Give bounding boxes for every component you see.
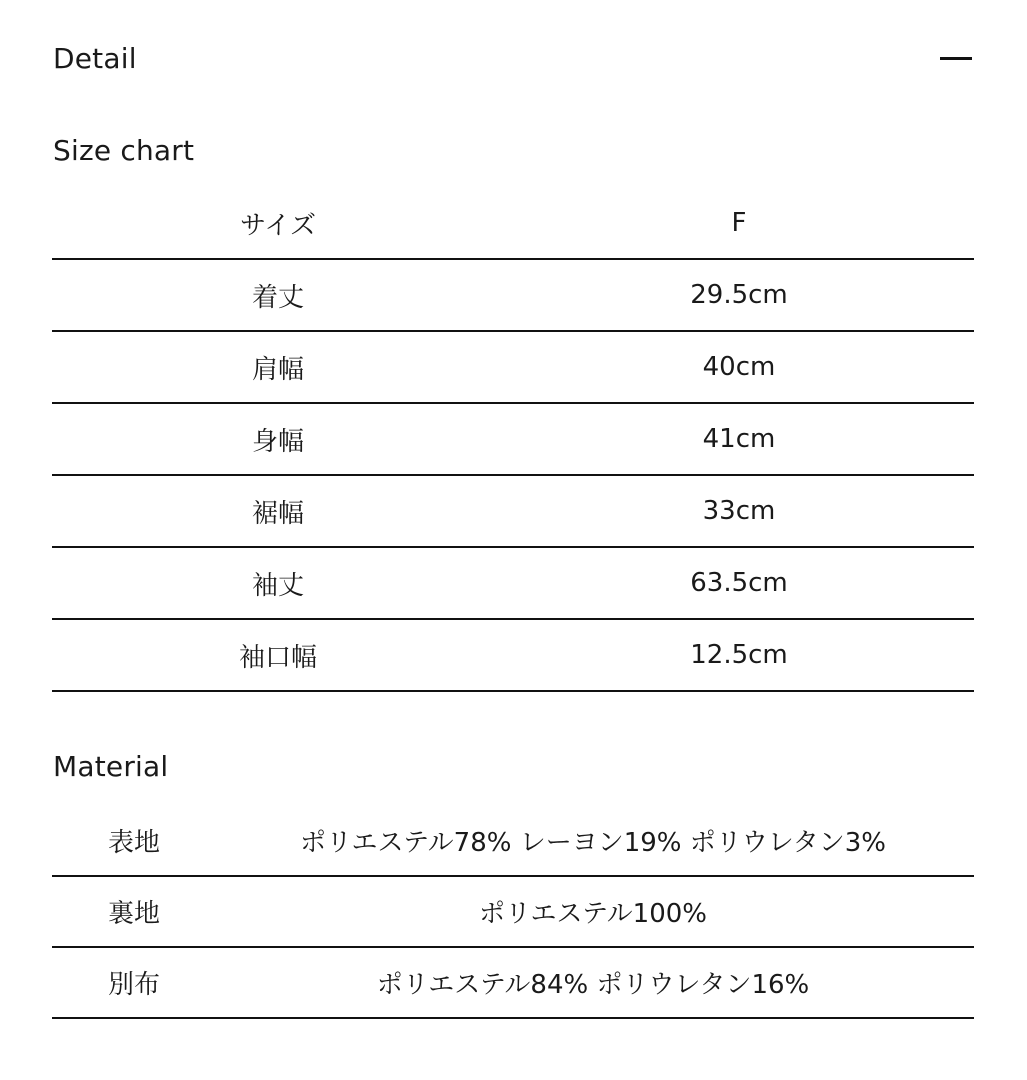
size-row-value: 63.5cm	[690, 568, 788, 598]
size-row-label: 身幅	[251, 426, 304, 457]
size-header-value: F	[731, 208, 747, 238]
size-row-value: 29.5cm	[690, 280, 788, 310]
size-chart-table	[52, 188, 974, 692]
table-row	[52, 475, 974, 547]
table-row	[52, 331, 974, 403]
size-row-label: 着丈	[251, 282, 304, 313]
material-row-value: ポリエステル100%	[479, 899, 707, 929]
collapse-icon[interactable]	[938, 43, 974, 73]
size-row-value: 33cm	[702, 496, 776, 526]
material-title: Material	[53, 750, 169, 783]
size-header-label: サイズ	[240, 210, 316, 241]
table-row	[52, 947, 974, 1018]
table-row	[52, 547, 974, 619]
size-row-label: 袖丈	[251, 570, 304, 601]
size-row-value: 12.5cm	[690, 640, 788, 670]
minus-icon	[940, 57, 972, 60]
table-row	[52, 806, 974, 876]
size-row-value: 41cm	[702, 424, 776, 454]
material-row-value: ポリエステル84% ポリウレタン16%	[376, 970, 810, 1000]
table-row	[52, 876, 974, 947]
size-row-value: 40cm	[702, 352, 776, 382]
table-row	[52, 259, 974, 331]
size-row-label: 裾幅	[251, 498, 304, 529]
material-row-label: 表地	[108, 828, 161, 858]
size-header-row	[52, 188, 974, 259]
material-row-label: 別布	[108, 970, 161, 1000]
size-row-label: 袖口幅	[238, 642, 317, 673]
size-row-label: 肩幅	[251, 354, 304, 385]
table-row	[52, 403, 974, 475]
size-chart-title: Size chart	[53, 134, 195, 167]
material-row-label: 裏地	[108, 899, 161, 929]
table-row	[52, 619, 974, 691]
material-table	[52, 806, 974, 1019]
material-row-value: ポリエステル78% レーヨン19% ポリウレタン3%	[300, 828, 886, 858]
detail-header[interactable]	[53, 32, 974, 84]
detail-title: Detail	[53, 41, 137, 75]
